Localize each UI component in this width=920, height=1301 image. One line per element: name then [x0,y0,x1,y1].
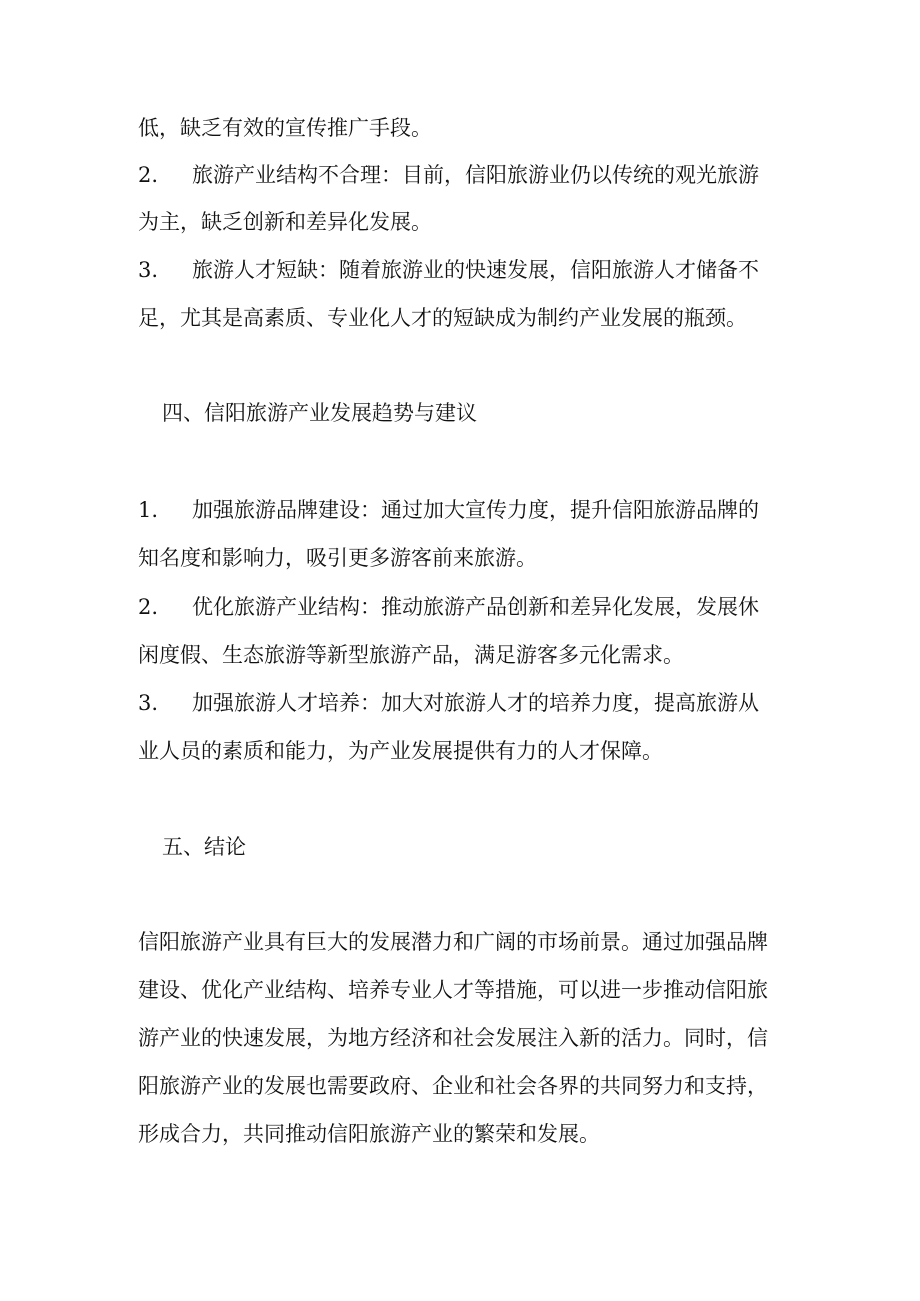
list-item-number: 3. [138,691,159,715]
paragraph-line: 低，缺乏有效的宣传推广手段。 [138,116,432,140]
paragraph-line: 阳旅游产业的发展也需要政府、企业和社会各界的共同努力和支持， [138,1074,768,1098]
list-item [138,592,759,622]
section-heading: 四、信阳旅游产业发展趋势与建议 [162,401,477,425]
list-item [138,160,759,190]
list-item-number: 2. [138,163,159,187]
list-item-continuation: 闲度假、生态旅游等新型旅游产品，满足游客多元化需求。 [138,643,684,667]
list-item-text: 优化旅游产业结构：推动旅游产品创新和差异化发展，发展休 [192,595,759,619]
list-item-number: 3. [138,258,159,282]
paragraph-line: 信阳旅游产业具有巨大的发展潜力和广阔的市场前景。通过加强品牌 [138,930,768,954]
list-item [138,495,759,525]
paragraph-line: 形成合力，共同推动信阳旅游产业的繁荣和发展。 [138,1122,600,1146]
list-item [138,688,759,718]
paragraph-line: 游产业的快速发展，为地方经济和社会发展注入新的活力。同时，信 [138,1026,768,1050]
list-item-text: 加强旅游人才培养：加大对旅游人才的培养力度，提高旅游从 [192,691,759,715]
list-item [138,255,759,285]
list-item-continuation: 知名度和影响力，吸引更多游客前来旅游。 [138,546,537,570]
list-item-number: 1. [138,498,159,522]
list-item-text: 旅游产业结构不合理：目前，信阳旅游业仍以传统的观光旅游 [192,163,759,187]
section-heading: 五、结论 [162,835,246,859]
list-item-continuation: 业人员的素质和能力，为产业发展提供有力的人才保障。 [138,739,663,763]
list-item-continuation: 足，尤其是高素质、专业化人才的短缺成为制约产业发展的瓶颈。 [138,306,747,330]
paragraph-line: 建设、优化产业结构、培养专业人才等措施，可以进一步推动信阳旅 [138,978,768,1002]
list-item-number: 2. [138,595,159,619]
list-item-continuation: 为主，缺乏创新和差异化发展。 [138,210,432,234]
list-item-text: 加强旅游品牌建设：通过加大宣传力度，提升信阳旅游品牌的 [192,498,759,522]
list-item-text: 旅游人才短缺：随着旅游业的快速发展，信阳旅游人才储备不 [192,258,759,282]
